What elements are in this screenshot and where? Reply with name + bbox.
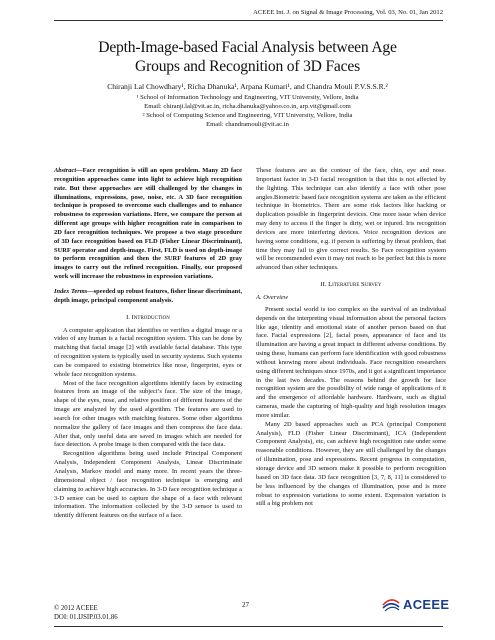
section-heading-literature-survey: II. Literature Survey — [320, 281, 382, 289]
email-1: Email: chiranji.lal@vit.ac.in, richa.dhanuka@yahoo.co.in, arp.vit@gmail.com — [144, 103, 351, 110]
index-terms-text: —speeded up robust features, fisher linear discriminant, depth image, principal component analysis. — [54, 287, 242, 304]
index-terms — [54, 288, 242, 306]
intro-paragraph-1: A computer application that identifies or verifies a digital image or a video of any human is a facial recognition system. This can be done by matching that facial image [2] with available facial database. This type of recognition system is typically used in security systems. Such systems can be compared to existing biometrics like nose, fingerprint, eyes or whole face recognition systems. — [54, 326, 242, 378]
subsection-heading-overview: A. Overview — [256, 293, 289, 301]
publisher-logo — [382, 597, 449, 612]
author-list: Chiranji Lal Chowdhary¹, Richa Dhanuka¹, Arpana Kumari¹, and Chandra Mouli P.V.S.S.R.² — [107, 82, 388, 91]
copyright: © 2012 ACEEE — [54, 605, 98, 612]
right-column — [256, 167, 446, 509]
publisher-logo-text: ACEEE — [403, 597, 450, 612]
doi: DOI: 01.IJSIP.03.01.86 — [54, 614, 118, 621]
paper-title — [40, 38, 455, 76]
right-paragraph-1: These features are as the contour of the face, chin, eye and nose. Important factor in 3-D facial recognition is that this is not affected by the lighting. This technique can also identify a face with other pose angles.Biometric based face recognition systems are taken as the efficient technique in biometrics. There are some risk factors like hacking or duplication possible in fingerprint devices. One more issue when device may deny to access if the finger is dirty, wet or injured. Iris recognition devices are more interfering devices. Voice recognition devices are having some conditions, e.g. if person is suffering by throat problem, that time they may fail to give correct results. So Face recognition system will be recommended even it may not reach to be perfect but this is more advanced than other techniques. — [256, 167, 446, 272]
title-line-1: Depth-Image-based Facial Analysis between Age — [98, 39, 397, 56]
affiliation-1: ¹ School of Information Technology and Engineering, VIT University, Vellore, India — [136, 94, 359, 101]
intro-paragraph-2: Most of the face recognition algorithms identify faces by extracting features from an image of the subject’s face. The size of the image, shape of the eyes, nose, and relative position of different features of the image are analyzed by the used algorithm. The features are used to search for other images with matching features. Some other algorithms normalize the gallery of face images and then compress the face data. After that, only useful data are saved in images which are needed for face detection. A probe image is then compared with the face data. — [54, 379, 242, 449]
overview-paragraph-1: Present social world is too complex so the survival of an individual depends on the interpreting visual information about the personal factors like age, identity and emotional state of another person based on that face. Facial expressions [2], facial poses, appearance of face and its illumination are having a great impact in different adverse conditions. By using these, humans can perform face identification with good robustness without knowing more about individuals. Face recognition researchers using different techniques since 1970s, and it got a significant importance in the last two decades. The reasons behind the growth for face recognition system are the possibility of wide range of applications of it and the emergence of affordable hardware. Hardware, such as digital cameras, made the capturing of high-quality and high resolution images more similar. — [256, 305, 446, 419]
footer-info — [54, 604, 118, 622]
abstract-text: —Face recognition is still an open problem. Many 2D face recognition approaches came into light to achieve high recognition rate. But these approaches are still challenged by the changes in illuminations, expressions, pose, noise, etc. A 3D face recognition technique is proposed to overcome such challenges and to enhance robustness to expression variations. Here, we compare the person at different age groups with higher recognition rate in comparison to 2D face recognition techniques. We propose a two stage procedure of 3D face recognition based on FLD (Fisher Linear Discriminant), SURF operator and depth-image. First, FLD is used on depth-image to perform recognition and then the SURF features of 2D gray images to carry out the refined recognition. Finally, our proposed work will increase the robustness in expression variations. — [54, 167, 242, 281]
overview-paragraph-2: Many 2D based approaches such as PCA (principal Component Analysis), FLD (Fisher Linear Discriminant), ICA (Independent Component Analysis), etc, can achieve high recognition rate under some reasonable conditions. However, they are still challenged by the changes of illumination, pose and expressions. Recent progress in computation, storage device and 3D sensors make it possible to perform recognition based on 3D face data. 3D face recognition [3, 7, 8, 11] is considered to be less influenced by the changes of illumination, pose and is more robust to expression variations to some extent. Expression variation is still a big problem not — [256, 420, 446, 508]
left-column — [54, 167, 242, 521]
index-terms-label: Index Terms — [54, 287, 88, 295]
running-header: ACEEE Int. J. on Signal & Image Processing, Vol. 03, No. 01, Jan 2012 — [253, 9, 443, 16]
abstract-label: Abstract — [54, 167, 77, 174]
title-line-2: Groups and Recognition of 3D Faces — [135, 58, 360, 75]
page-number: 27 — [242, 601, 249, 609]
email-2: Email: chandramouli@vit.ac.in — [206, 121, 289, 128]
affiliation-2: ² School of Computing Science and Engineering, VIT University, Vellore, India — [142, 112, 353, 119]
header-rule — [54, 20, 443, 21]
abstract — [54, 167, 242, 282]
section-heading-introduction: I. Introduction — [126, 313, 170, 321]
footer-rule — [54, 626, 443, 627]
publisher-logo-icon — [382, 598, 400, 612]
intro-paragraph-3: Recognition algorithms being used include Principal Component Analysis, Independent Component Analysis, Linear Discriminate Analysis, Markov model and many more. In recent years the three-dimensional object / face recognition technique is emerging and claiming to achieve high accuracies. In 3-D face recognition technique a 3-D sensor can be used to capture the shape of a face with relevant information. The information collected by the 3-D sensor is used to identify different features on the surface of a face. — [54, 450, 242, 520]
